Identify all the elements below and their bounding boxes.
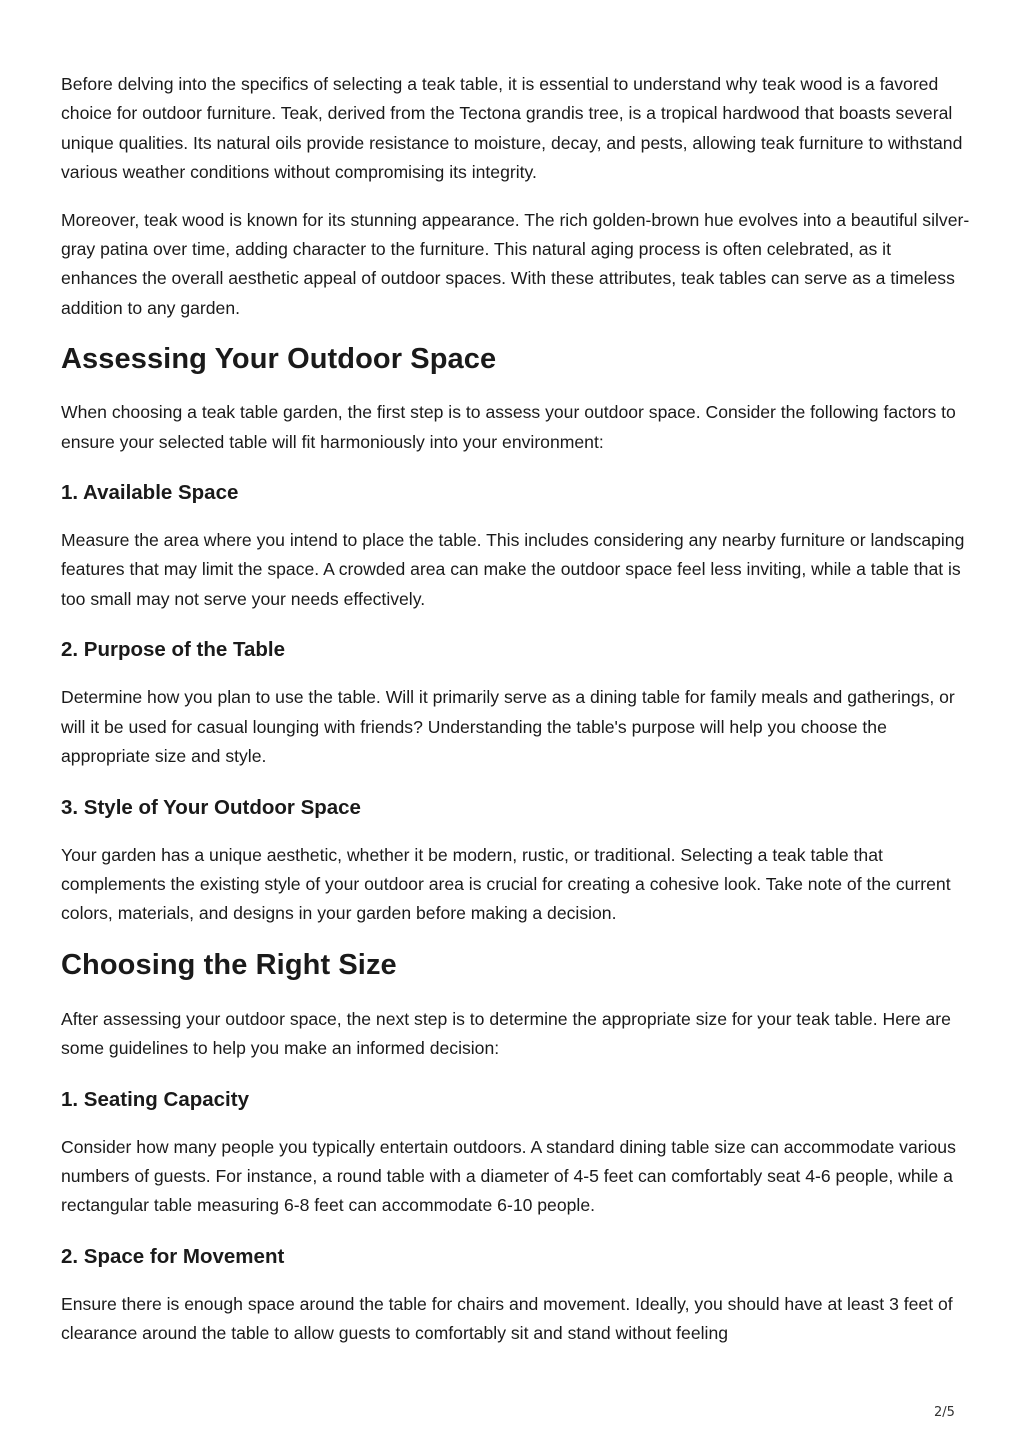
section-intro-assessing: When choosing a teak table garden, the first step is to assess your outdoor space. Consider the following factors to ensure your selected table will fit harmoniously into your environment:	[61, 402, 956, 452]
subheading-available-space: 1. Available Space	[61, 481, 239, 505]
subheading-seating-capacity: 1. Seating Capacity	[61, 1087, 249, 1111]
paragraph-available-space: Measure the area where you intend to place the table. This includes considering any nearby furniture or landscaping features that may limit the space. A crowded area can make the outdoor space feel less inviting, while a table that is too small may not serve your needs effectively.	[61, 530, 965, 609]
section-heading-size: Choosing the Right Size	[61, 948, 397, 981]
subheading-space-movement: 2. Space for Movement	[61, 1244, 285, 1268]
paragraph-space-movement: Ensure there is enough space around the table for chairs and movement. Ideally, you should have at least 3 feet of clearance around the table to allow guests to comfortably sit and stand without feeling	[61, 1293, 953, 1344]
subheading-style: 3. Style of Your Outdoor Space	[61, 795, 361, 819]
section-intro-size: After assessing your outdoor space, the next step is to determine the appropriate size for your teak table. Here are some guidelines to help you make an informed decision:	[61, 1008, 951, 1059]
paragraph-purpose: Determine how you plan to use the table. Will it primarily serve as a dining table for family meals and gatherings, or will it be used for casual lounging with friends? Understanding the table's purpose will help you choose the appropriate size and style.	[61, 687, 955, 767]
page-number: 2/5	[934, 1405, 955, 1420]
paragraph-seating-capacity: Consider how many people you typically entertain outdoors. A standard dining table size can accommodate various numbers of guests. For instance, a round table with a diameter of 4-5 feet can comfortably seat 4-6 people, while a rectangular table measuring 6-8 feet can accommodate 6-10 people.	[61, 1136, 956, 1216]
intro-paragraph-1: Before delving into the specifics of selecting a teak table, it is essential to understand why teak wood is a favored choice for outdoor furniture. Teak, derived from the Tectona grandis tree, is a tropical hardwood that boasts several unique qualities. Its natural oils provide resistance to moisture, decay, and pests, allowing teak furniture to withstand various weather conditions without compromising its integrity.	[61, 74, 963, 183]
document-page	[61, 70, 971, 1349]
section-heading-assessing: Assessing Your Outdoor Space	[61, 343, 497, 376]
subheading-purpose: 2. Purpose of the Table	[61, 638, 286, 662]
intro-paragraph-2: Moreover, teak wood is known for its stunning appearance. The rich golden-brown hue evolves into a beautiful silver-gray patina over time, adding character to the furniture. This natural aging process is often celebrated, as it enhances the overall aesthetic appeal of outdoor spaces. With these attributes, teak tables can serve as a timeless addition to any garden.	[61, 209, 970, 318]
paragraph-style: Your garden has a unique aesthetic, whether it be modern, rustic, or traditional. Selecting a teak table that complements the existing style of your outdoor area is crucial for creating a cohesive look. Take note of the current colors, materials, and designs in your garden before making a decision.	[61, 844, 951, 924]
